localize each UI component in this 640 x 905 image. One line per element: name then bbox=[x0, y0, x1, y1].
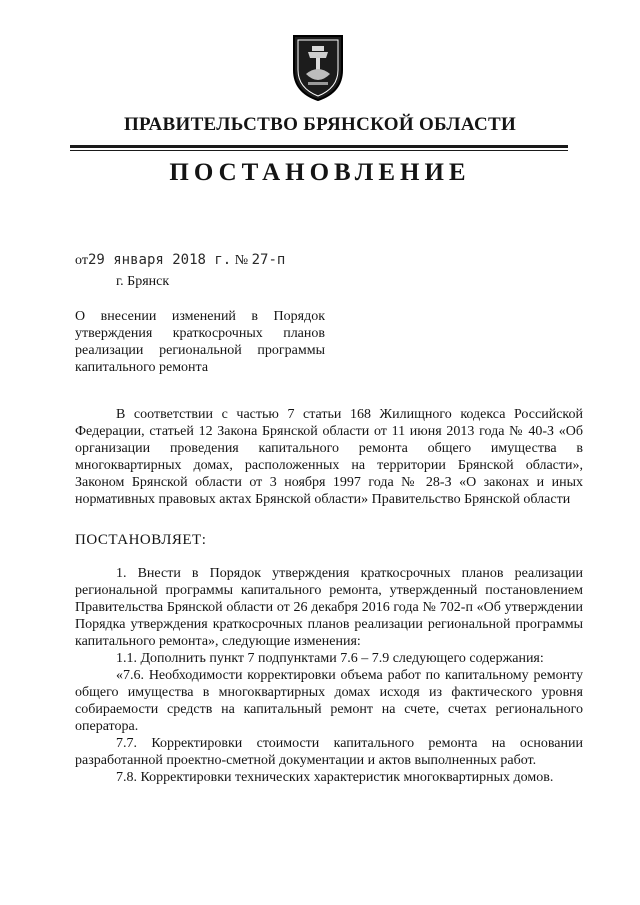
paragraph: 1.1. Дополнить пункт 7 подпунктами 7.6 – 7.9 следующего содержания: bbox=[116, 651, 544, 666]
date-number-line bbox=[75, 252, 285, 269]
preamble bbox=[75, 406, 583, 508]
document-number: 27-п bbox=[251, 252, 286, 268]
date-value: 29 января 2018 г. bbox=[87, 252, 232, 268]
document-type-title: ПОСТАНОВЛЕНИЕ bbox=[169, 159, 471, 186]
header-rule-thin bbox=[70, 150, 568, 151]
paragraph: 7.8. Корректировки технических характеристик многоквартирных домов. bbox=[116, 770, 554, 785]
coat-of-arms-icon bbox=[286, 30, 350, 104]
paragraph: 1. Внести в Порядок утверждения краткосрочных планов реализации региональной программы капитального ремонта, утвержденный постановлением Правительства Брянской области от 26 декабря 2016 года № 702-п «Об утверждении Порядка утверждения краткосрочных планов реализации региональной программы капитального ремонта», следующие изменения: bbox=[75, 566, 583, 649]
preamble-text: В соответствии с частью 7 статьи 168 Жилищного кодекса Российской Федерации, статьей 12 Закона Брянской области от 11 июня 2013 года № 40-З «Об организации проведения капитального ремонта общего имущества в многоквартирных домах, расположенных на территории Брянской области», Законом Брянской области от 3 ноября 1997 года № 28-З «О законах и иных нормативных правовых актах Брянской области» Правительство Брянской области bbox=[75, 407, 583, 507]
city: г. Брянск bbox=[116, 274, 170, 289]
paragraph: 7.7. Корректировки стоимости капитального ремонта на основании разработанной проектно-сметной документации и актов выполненных работ. bbox=[75, 736, 583, 768]
government-title: ПРАВИТЕЛЬСТВО БРЯНСКОЙ ОБЛАСТИ bbox=[123, 114, 517, 135]
resolution-body bbox=[75, 565, 583, 786]
paragraph: «7.6. Необходимости корректировки объема работ по капитальному ремонту общего имущества в многоквартирных домах исходя из фактического уровня собираемости средств на капитальный ремонт на счете, счетах регионального оператора. bbox=[75, 668, 583, 734]
resolves-heading: ПОСТАНОВЛЯЕТ: bbox=[75, 532, 207, 548]
document-subject: О внесении изменений в Порядок утверждения краткосрочных планов реализации региональной программы капитального ремонта bbox=[75, 309, 325, 375]
date-prefix: от bbox=[75, 253, 88, 268]
number-sign: № bbox=[234, 253, 249, 268]
header-rule-thick bbox=[70, 145, 568, 148]
